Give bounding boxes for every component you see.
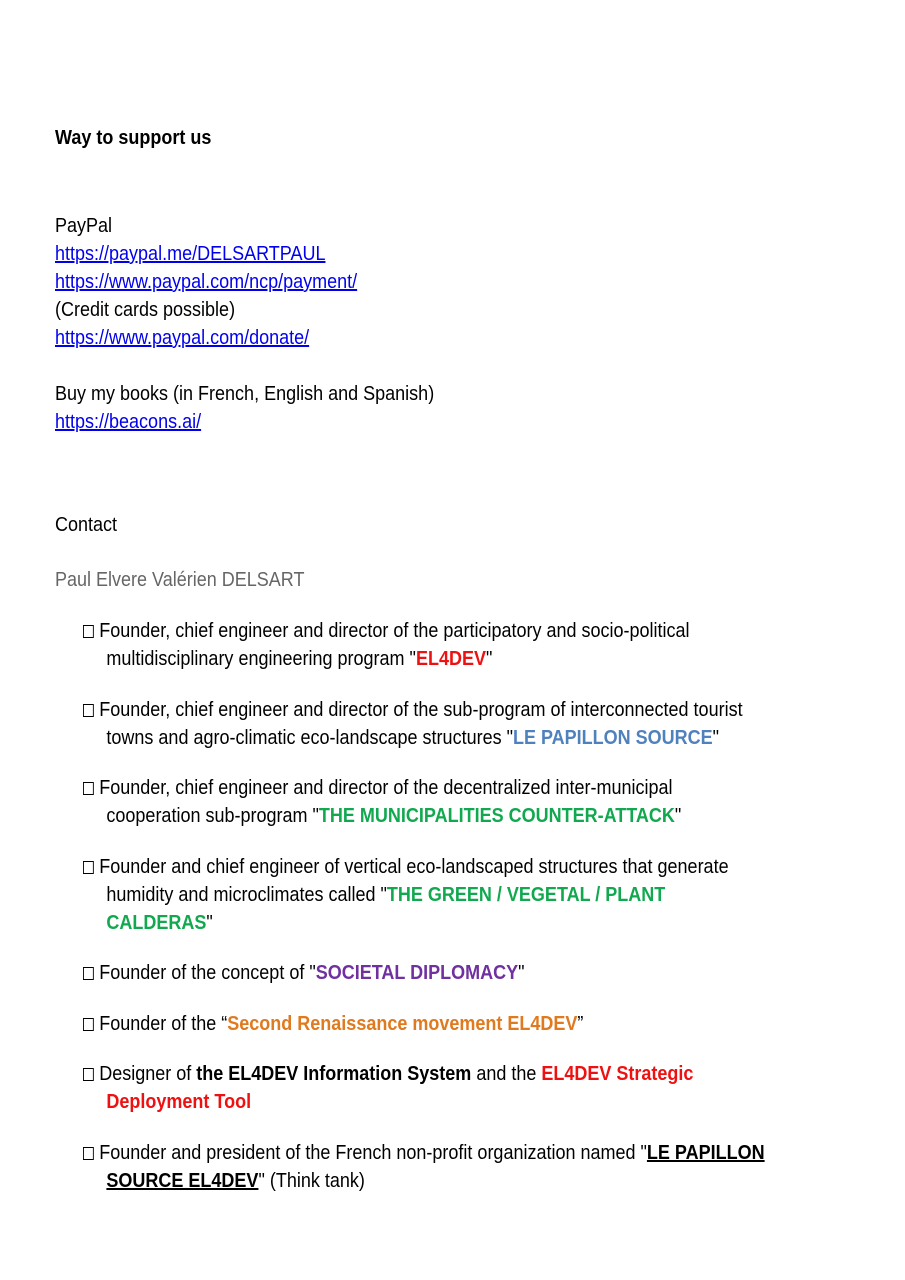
checkbox-icon — [83, 1068, 94, 1081]
list-item: Founder of the concept of "SOCIETAL DIPLOMACY" — [83, 959, 803, 987]
checkbox-icon — [83, 625, 94, 638]
list-item: Founder, chief engineer and director of the decentralized inter-municipal cooperation sub-program "THE MUNICIPALITIES COUNTER-ATTACK" — [83, 774, 803, 830]
beacons-link[interactable]: https://beacons.ai/ — [55, 411, 202, 433]
contact-heading: Contact — [55, 514, 118, 536]
list-item: Founder of the “Second Renaissance movement EL4DEV” — [83, 1010, 803, 1038]
books-label: Buy my books (in French, English and Spanish) — [55, 383, 435, 405]
checkbox-icon — [83, 1147, 94, 1160]
paypal-payment-link[interactable]: https://www.paypal.com/ncp/payment/ — [55, 271, 358, 293]
papillon-source-highlight: LE PAPILLON SOURCE — [512, 727, 713, 749]
support-heading: Way to support us — [55, 127, 212, 149]
credit-note: (Credit cards possible) — [55, 299, 236, 321]
checkbox-icon — [83, 1018, 94, 1031]
checkbox-icon — [83, 782, 94, 795]
municipalities-highlight: THE MUNICIPALITIES COUNTER-ATTACK — [318, 805, 675, 827]
strategic-tool-highlight: EL4DEV Strategic — [541, 1063, 694, 1085]
checkbox-icon — [83, 704, 94, 717]
list-item: Founder and president of the French non-profit organization named "LE PAPILLON SOURCE EL4DEV" (Think tank) — [83, 1139, 803, 1195]
contact-name: Paul Elvere Valérien DELSART — [55, 569, 305, 591]
second-renaissance-highlight: Second Renaissance movement EL4DEV — [227, 1013, 578, 1035]
list-item: Founder, chief engineer and director of the participatory and socio-political multidisciplinary engineering program "EL4DEV" — [83, 617, 803, 673]
paypal-me-link[interactable]: https://paypal.me/DELSARTPAUL — [55, 243, 326, 265]
checkbox-icon — [83, 861, 94, 874]
list-item: Founder, chief engineer and director of the sub-program of interconnected tourist towns and agro-climatic eco-landscape structures "LE PAPILLON SOURCE" — [83, 696, 803, 752]
societal-diplomacy-highlight: SOCIETAL DIPLOMACY — [315, 962, 519, 984]
el4dev-highlight: EL4DEV — [415, 648, 486, 670]
list-item: Designer of the EL4DEV Information System and the EL4DEV Strategic Deployment Tool — [83, 1060, 803, 1116]
checkbox-icon — [83, 967, 94, 980]
list-item: Founder and chief engineer of vertical eco-landscaped structures that generate humidity and microclimates called "THE GREEN / VEGETAL / PLANT CALDERAS" — [83, 853, 803, 937]
calderas-highlight: THE GREEN / VEGETAL / PLANT — [386, 884, 666, 906]
paypal-label: PayPal — [55, 215, 113, 237]
paypal-donate-link[interactable]: https://www.paypal.com/donate/ — [55, 327, 310, 349]
